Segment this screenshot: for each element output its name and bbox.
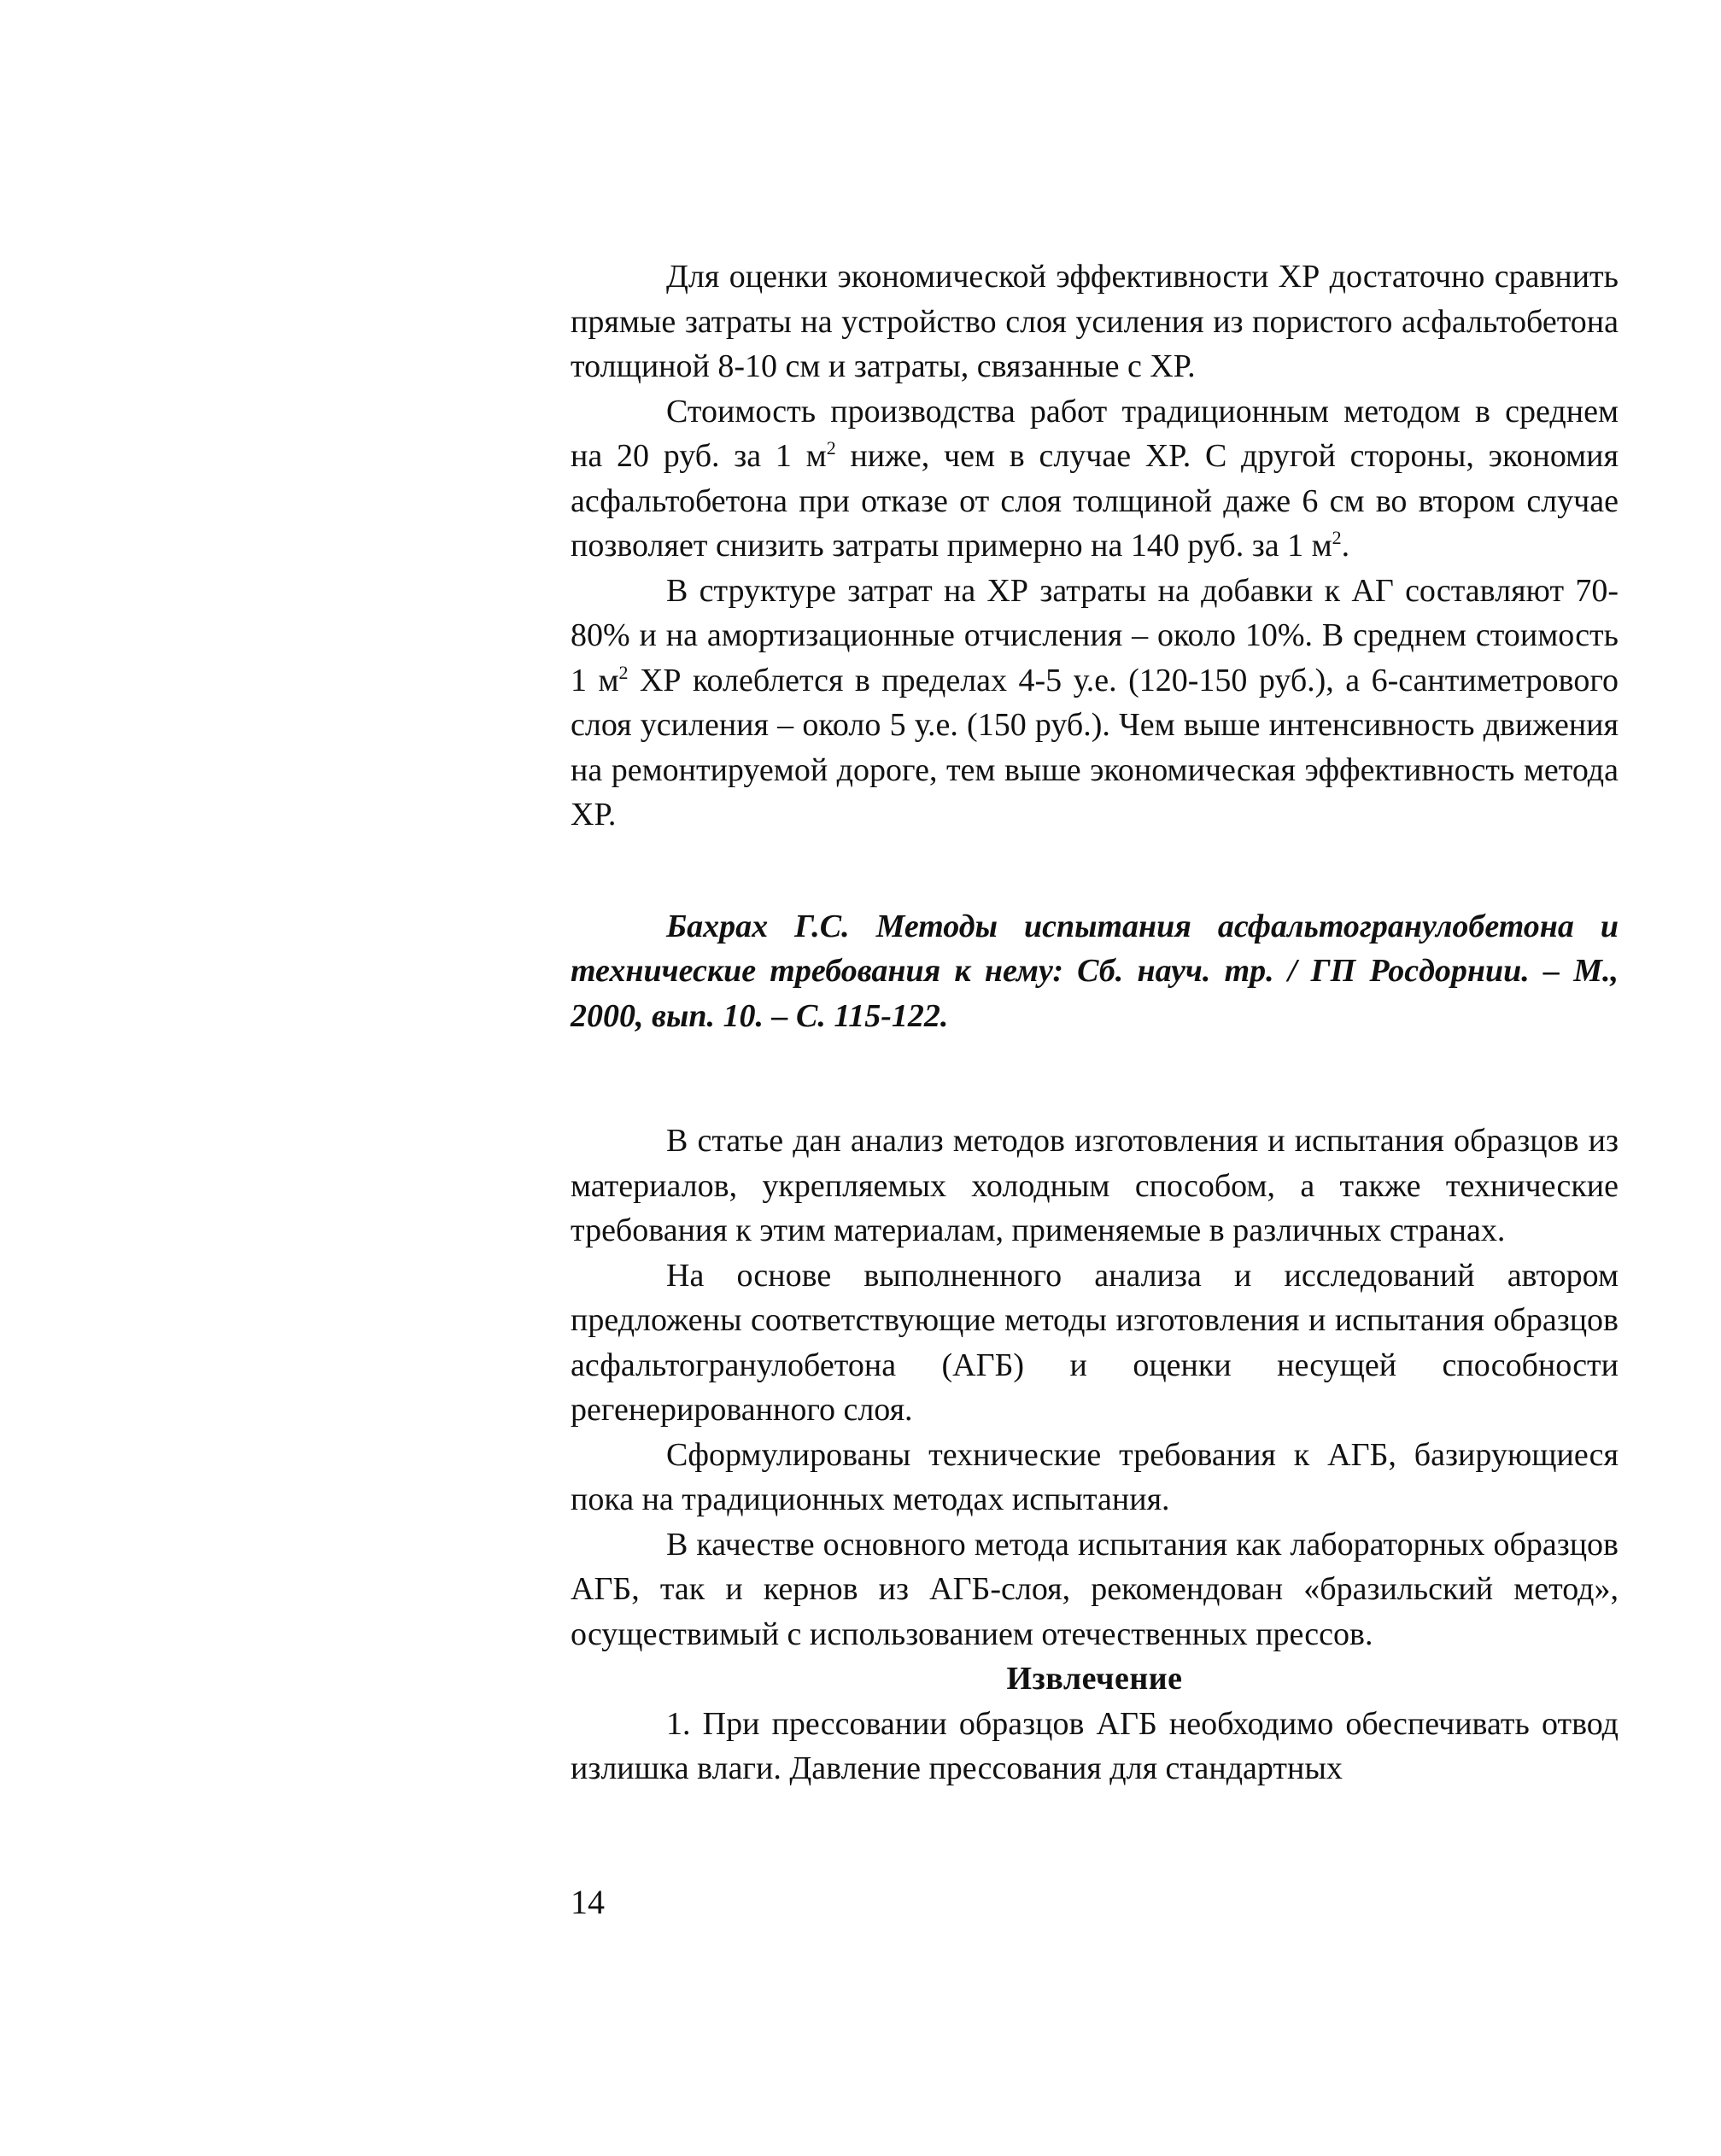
bibliographic-citation: Бахрах Г.С. Методы испытания асфальтогранулобетона и технические требования к нему: Сб. науч. тр. / ГП Росдорнии. – М., 2000, вып. 10. – С. 115-122. — [571, 908, 1619, 1034]
superscript-square: 2 — [1332, 527, 1342, 548]
paragraph-economic-efficiency: Для оценки экономической эффективности ХР достаточно сравнить прямые затраты на устройство слоя усиления из пористого асфальтобетона толщиной 8-10 см и затраты, связанные с ХР. — [571, 259, 1619, 384]
paragraph-production-cost-part-3: . — [1341, 528, 1350, 564]
paragraph-production-cost-part-2: ниже, чем в случае ХР. С другой стороны, экономия асфальтобетона при отказе от слоя толщиной даже 6 см во втором случае позволяет снизить затраты примерно на 140 руб. за 1 м — [571, 438, 1619, 564]
paragraph-brazilian-method: В качестве основного метода испытания как лабораторных образцов АГБ, так и кернов из АГБ-слоя, рекомендован «бразильский метод», осуществимый с использованием отечественных прессов. — [571, 1526, 1619, 1652]
paragraph-production-cost — [571, 389, 1619, 569]
section-heading-extract: Извлечение — [1006, 1661, 1183, 1697]
text-column — [571, 254, 1619, 1791]
superscript-square: 2 — [826, 437, 836, 459]
paragraph-cost-structure — [571, 569, 1619, 838]
paragraph-author-methods: На основе выполненного анализа и исследований автором предложены соответствующие методы изготовления и испытания образцов асфальтогранулобетона (АГБ) и оценки несущей способности регенерированного слоя. — [571, 1257, 1619, 1428]
paragraph-cost-structure-part-2: ХР колеблется в пределах 4-5 у.е. (120-150 руб.), а 6-сантиметрового слоя усиления – около 5 у.е. (150 руб.). Чем выше интенсивность движения на ремонтируемой дороге, тем выше экономическая эффективность метода ХР. — [571, 662, 1619, 833]
paragraph-production-cost-part-1: Стоимость производства работ традиционным методом в среднем на 20 руб. за 1 м — [571, 393, 1619, 474]
paragraph-technical-requirements: Сформулированы технические требования к АГБ, базирующиеся пока на традиционных методах испытания. — [571, 1436, 1619, 1517]
paragraph-article-summary: В статье дан анализ методов изготовления и испытания образцов из материалов, укрепляемых холодным способом, а также технические требования к этим материалам, применяемые в различных странах. — [571, 1123, 1619, 1248]
page-number: 14 — [571, 1883, 605, 1921]
paragraph-extract-item-1: 1. При прессовании образцов АГБ необходимо обеспечивать отвод излишка влаги. Давление прессования для стандартных — [571, 1705, 1619, 1786]
superscript-square: 2 — [618, 661, 629, 683]
paragraph-cost-structure-part-1: В структуре затрат на ХР затраты на добавки к АГ составляют 70-80% и на амортизационные отчисления – около 10%. В среднем стоимость 1 м — [571, 572, 1619, 698]
